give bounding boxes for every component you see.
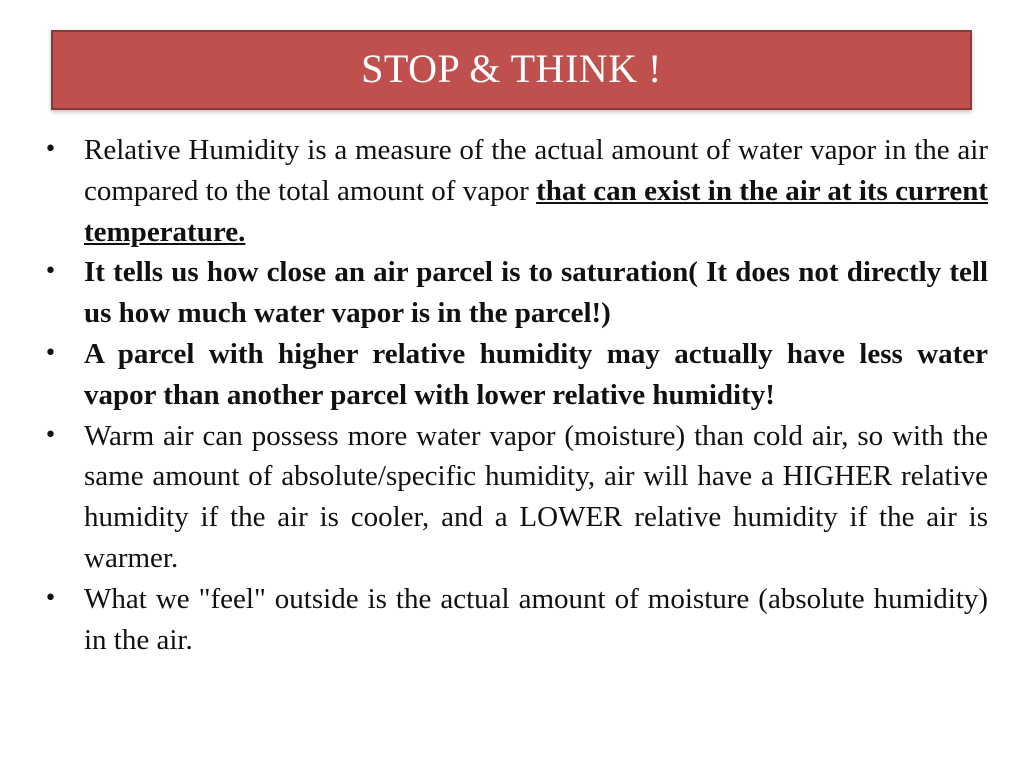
title-banner bbox=[51, 30, 972, 110]
bullet-text: What we "feel" outside is the actual amount of moisture (absolute humidity) in the air. bbox=[84, 582, 988, 656]
bullet-text: It tells us how close an air parcel is to saturation( It does not directly tell us how much water vapor is in the parcel!) bbox=[84, 256, 988, 330]
bullet-text: Relative Humidity is a measure of the actual amount of water vapor in the air compared to the total amount of vapor bbox=[84, 134, 988, 207]
bullet-dot-icon: • bbox=[44, 340, 57, 366]
bullet-item-relative-humidity-definition bbox=[44, 130, 988, 252]
bullet-item-saturation bbox=[44, 252, 988, 334]
bullet-text: A parcel with higher relative humidity may actually have less water vapor than another parcel with lower relative humidity! bbox=[84, 337, 988, 411]
bullet-item-warm-vs-cold-air bbox=[44, 416, 988, 579]
bullet-item-what-we-feel bbox=[44, 579, 988, 661]
bullet-dot-icon: • bbox=[44, 422, 57, 448]
bullet-dot-icon: • bbox=[44, 259, 57, 285]
bullet-list bbox=[44, 130, 988, 660]
bullet-text: Warm air can possess more water vapor (moisture) than cold air, so with the same amount of absolute/specific humidity, air will have a HIGHER relative humidity if the air is cooler, and a LOWER relative humidity if the air is warmer. bbox=[84, 419, 988, 574]
slide-title: STOP & THINK ! bbox=[361, 45, 662, 91]
bullet-item-parcel-comparison bbox=[44, 334, 988, 416]
bullet-dot-icon: • bbox=[44, 137, 57, 162]
bullet-emphasis-text: that can exist in the air at its current temperature. bbox=[84, 174, 988, 248]
bullet-dot-icon: • bbox=[44, 585, 57, 611]
